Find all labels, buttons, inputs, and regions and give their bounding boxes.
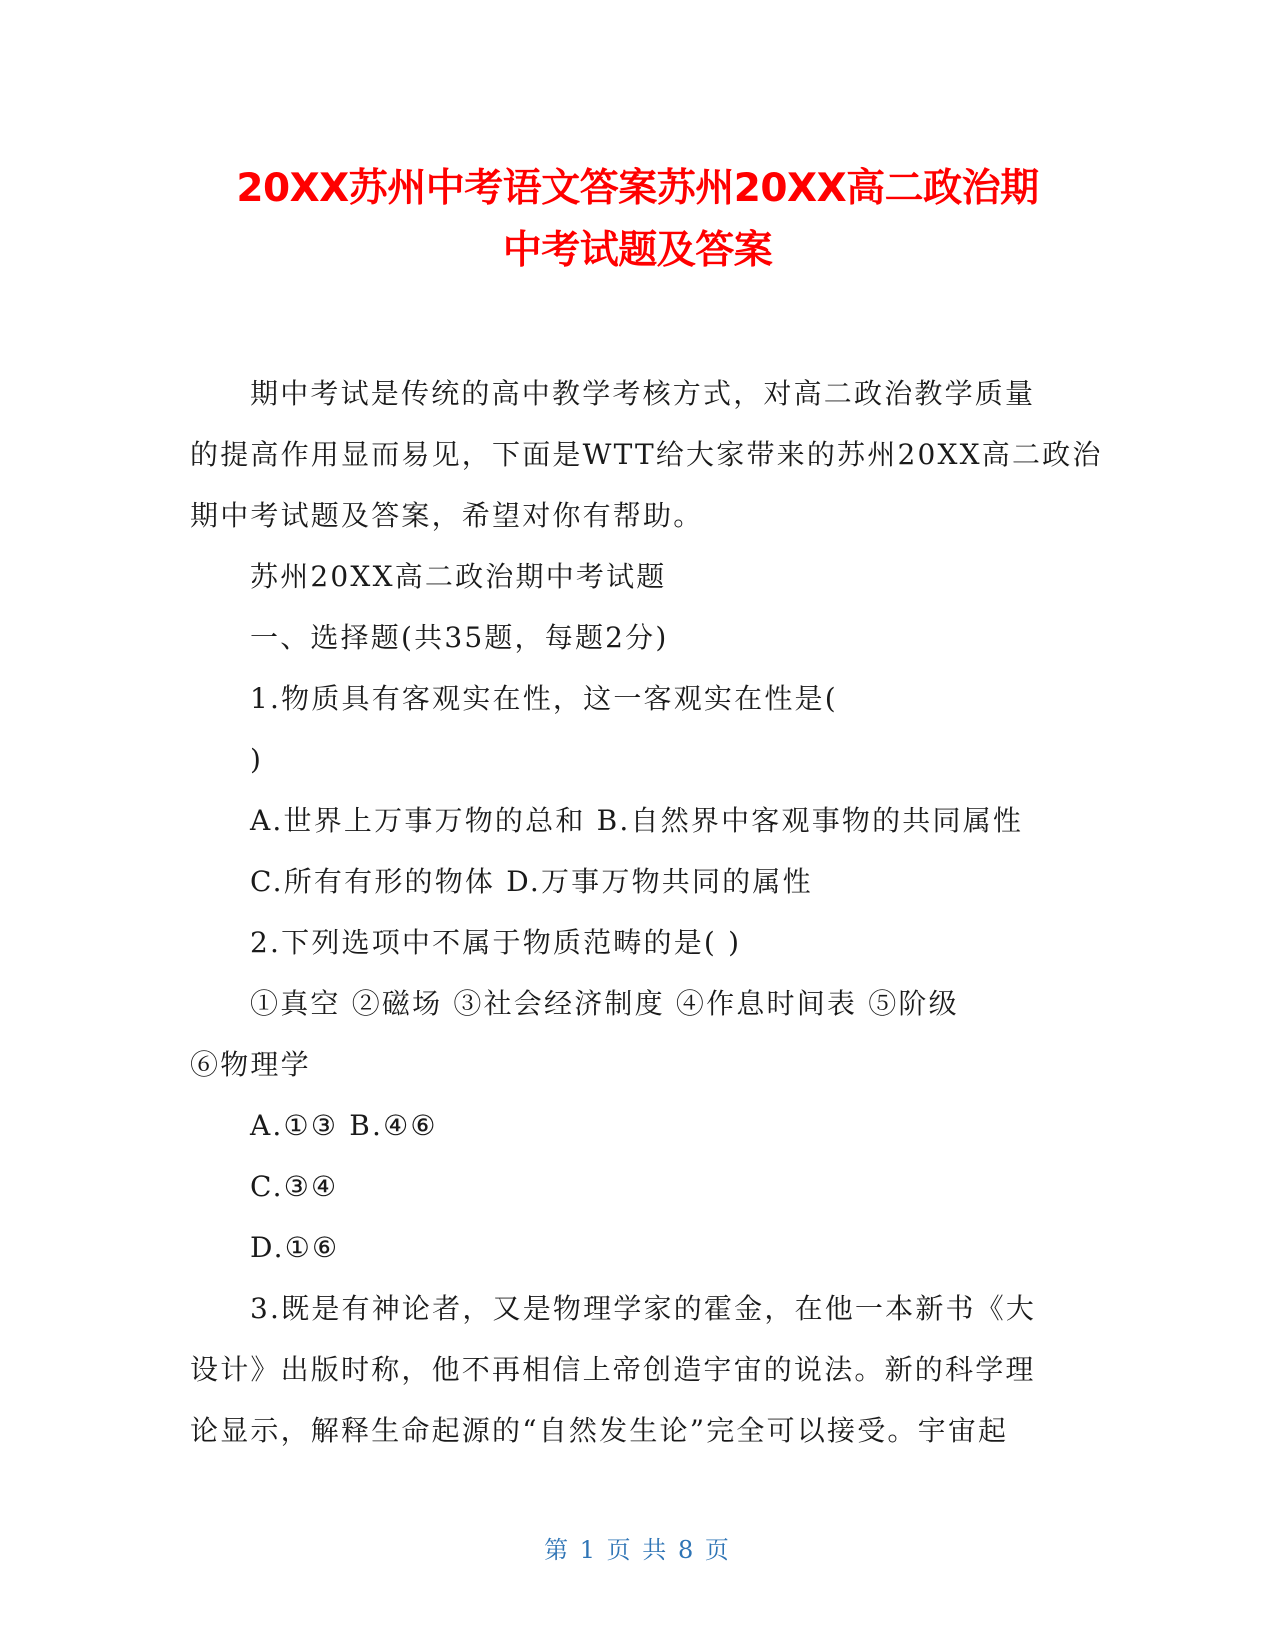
question-line: 论显示，解释生命起源的“自然发生论”完全可以接受。宇宙起	[190, 1414, 1009, 1447]
question-line: 2.下列选项中不属于物质范畴的是( )	[250, 926, 742, 959]
paragraph-line: 期中考试是传统的高中教学考核方式，对高二政治教学质量	[250, 377, 1036, 410]
paragraph-line: 期中考试题及答案，希望对你有帮助。	[190, 499, 704, 532]
question-line: ①真空 ②磁场 ③社会经济制度 ④作息时间表 ⑤阶级	[250, 987, 959, 1020]
option-line: D.①⑥	[250, 1231, 340, 1264]
section-heading: 苏州20XX高二政治期中考试题	[250, 560, 667, 593]
paragraph-line: 的提高作用显而易见，下面是WTT给大家带来的苏州20XX高二政治	[190, 438, 1103, 471]
question-line: )	[250, 743, 264, 776]
document-body	[190, 363, 1103, 1461]
title-line-2: 中考试题及答案	[502, 228, 773, 273]
page-number-footer: 第 1 页 共 8 页	[544, 1536, 731, 1564]
document-title	[150, 158, 1125, 282]
title-line-1: 20XX苏州中考语文答案苏州20XX高二政治期	[236, 166, 1039, 211]
question-line: 设计》出版时称，他不再相信上帝创造宇宙的说法。新的科学理	[190, 1353, 1036, 1386]
option-line: C.③④	[250, 1170, 339, 1203]
section-subheading: 一、选择题(共35题，每题2分)	[250, 621, 669, 654]
option-line: A.世界上万事万物的总和 B.自然界中客观事物的共同属性	[250, 804, 1024, 837]
question-line: 1.物质具有客观实在性，这一客观实在性是(	[250, 682, 838, 715]
option-line: A.①③ B.④⑥	[250, 1109, 438, 1142]
question-line: ⑥物理学	[190, 1048, 311, 1081]
question-line: 3.既是有神论者，又是物理学家的霍金，在他一本新书《大	[250, 1292, 1037, 1325]
option-line: C.所有有形的物体 D.万事万物共同的属性	[250, 865, 813, 898]
